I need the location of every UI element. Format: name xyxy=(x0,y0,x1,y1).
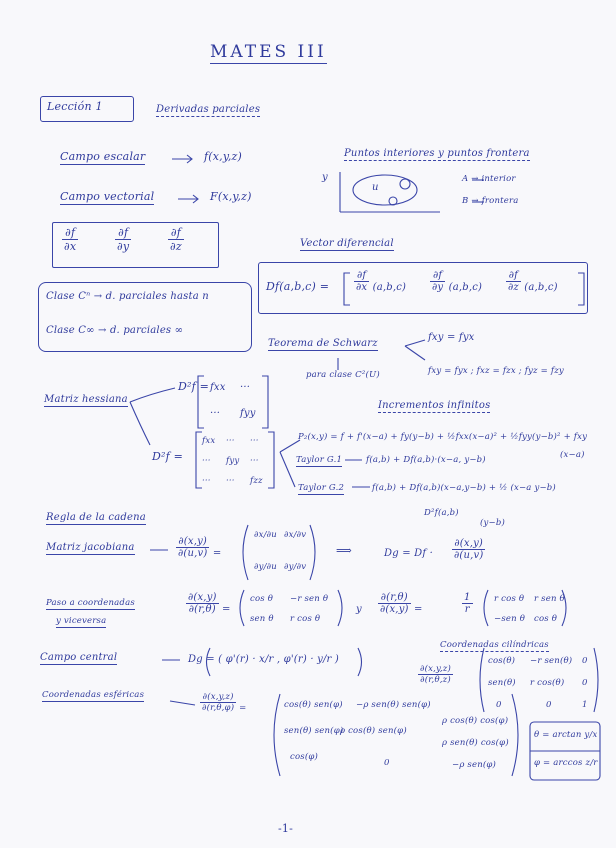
spherical-lhs: $\frac{\partial(x,y,z)}{\partial(r,\theta,\varphi)}$ = xyxy=(202,692,247,713)
hessian-3d-r1c3: ··· xyxy=(250,436,259,446)
lesson-topic: Derivadas parciales xyxy=(156,104,261,115)
polar-and: y xyxy=(356,604,362,615)
sph-s22: ρ cos(θ) sen(φ) xyxy=(340,726,407,736)
taylor-side-1: (x−a) xyxy=(560,450,585,460)
schwarz-eq1: fxy = fyx xyxy=(428,332,475,343)
points-title: Puntos interiores y puntos frontera xyxy=(344,148,530,159)
lesson-label: Lección 1 xyxy=(47,100,103,113)
chain-rhs-frac: $\frac{\partial(x,y)}{\partial(u,v)}$ xyxy=(454,538,484,561)
hessian-label: Matriz hessiana xyxy=(44,394,128,405)
hessian-2d-r2c2: fyy xyxy=(240,408,256,419)
hessian-2d-r1c2: ··· xyxy=(240,382,251,393)
central-field-label: Campo central xyxy=(40,652,118,663)
implies-arrow: ⟹ xyxy=(336,544,352,557)
cyl-c13: 0 xyxy=(582,656,588,666)
jacobian-a22: ∂y/∂v xyxy=(284,562,307,572)
differential-lhs: Df(a,b,c) = xyxy=(266,280,330,293)
hessian-3d-r2c1: ··· xyxy=(202,456,211,466)
polar-lhs: $\frac{\partial(x,y)}{\partial(r,\theta)}$ = xyxy=(188,592,231,615)
jacobian-a12: ∂x/∂v xyxy=(284,530,307,540)
vector-field-expr: F(x,y,z) xyxy=(210,190,252,203)
vector-field-label: Campo vectorial xyxy=(60,190,155,203)
polar-b11: r cos θ xyxy=(494,594,525,604)
polar-label-2: y viceversa xyxy=(56,616,107,626)
differential-term-1: $\frac{\partial f}{\partial x}$ (a,b,c) xyxy=(356,270,407,293)
polar-b12: r sen θ xyxy=(534,594,565,604)
hessian-3d-r3c3: fzz xyxy=(250,476,263,486)
points-axis-y: y xyxy=(322,172,328,183)
sph-s12: −ρ sen(θ) sen(φ) xyxy=(356,700,431,710)
spherical-label: Coordenadas esféricas xyxy=(42,690,145,700)
hessian-2d-r1c1: fxx xyxy=(210,382,226,393)
polar-a11: cos θ xyxy=(250,594,274,604)
polar-a21: sen θ xyxy=(250,614,274,624)
polar-b21: −sen θ xyxy=(494,614,526,624)
schwarz-eq2: fxy = fyx ; fxz = fzx ; fyz = fzy xyxy=(428,366,564,376)
class-cinf: Clase C∞ → d. parciales ∞ xyxy=(46,325,184,336)
schwarz-title: Teorema de Schwarz xyxy=(268,338,378,349)
hessian-3d-r2c3: ··· xyxy=(250,456,259,466)
cyl-c22: r cos(θ) xyxy=(530,678,565,688)
hessian-3d-r3c1: ··· xyxy=(202,476,211,486)
cyl-c31: 0 xyxy=(496,700,502,710)
cyl-c12: −r sen(θ) xyxy=(530,656,573,666)
jacobian-a11: ∂x/∂u xyxy=(254,530,277,540)
increments-p2: P₂(x,y) = f + f'(x−a) + fy(y−b) + ½fxx(x−a)² + ½fyy(y−b)² + fxy xyxy=(298,432,588,442)
taylor-2-label: Taylor G.2 xyxy=(298,483,345,493)
differential-term-3: $\frac{\partial f}{\partial z}$ (a,b,c) xyxy=(508,270,558,293)
cylindrical-lhs: $\frac{\partial(x,y,z)}{\partial(r,\theta,z)}$ xyxy=(420,664,451,685)
hessian-3d-r2c2: fyy xyxy=(226,456,240,466)
taylor-side-2: (y−b) xyxy=(480,518,505,528)
central-field-expr: Dg = ( φ'(r) · x/r , φ'(r) · y/r ) xyxy=(188,654,339,665)
jacobian-lhs: $\frac{\partial(x,y)}{\partial(u,v)}$ = xyxy=(178,536,222,559)
polar-a12: −r sen θ xyxy=(290,594,329,604)
chain-rhs: Dg = Df · xyxy=(384,548,434,559)
scalar-field-label: Campo escalar xyxy=(60,150,146,163)
polar-b22: cos θ xyxy=(534,614,558,624)
page-number: -1- xyxy=(278,822,294,835)
cyl-c33: 1 xyxy=(582,700,588,710)
sph-s31: cos(φ) xyxy=(290,752,319,762)
cyl-c11: cos(θ) xyxy=(488,656,516,666)
class-cn: Clase Cⁿ → d. parciales hasta n xyxy=(46,291,209,302)
taylor-1-expr: f(a,b) + Df(a,b)·(x−a, y−b) xyxy=(366,455,486,465)
differential-title: Vector diferencial xyxy=(300,238,394,249)
schwarz-condition: para clase C²(U) xyxy=(306,370,380,380)
polar-inverse-lhs: $\frac{\partial(r,\theta)}{\partial(x,y)}$ = xyxy=(380,592,423,615)
point-a-label: A → interior xyxy=(462,174,516,184)
polar-a22: r cos θ xyxy=(290,614,321,624)
taylor-2-expr: f(a,b) + Df(a,b)(x−a,y−b) + ½ (x−a y−b) xyxy=(372,483,556,493)
partial-z: $\frac{\partial f}{\partial z}$ xyxy=(170,226,182,253)
points-region-u: u xyxy=(372,182,379,193)
theta-definition: θ = arctan y/x xyxy=(534,730,598,740)
taylor-2-tail: D²f(a,b) xyxy=(424,508,459,518)
differential-term-2: $\frac{\partial f}{\partial y}$ (a,b,c) xyxy=(432,270,483,293)
hessian-3d-r1c1: fxx xyxy=(202,436,216,446)
sph-s23: ρ sen(θ) cos(φ) xyxy=(442,738,509,748)
polar-inverse-coef: $\frac{1}{r}$ xyxy=(464,592,471,615)
cyl-c32: 0 xyxy=(546,700,552,710)
cylindrical-label: Coordenadas cilíndricas xyxy=(440,640,549,650)
jacobian-label: Matriz jacobiana xyxy=(46,542,135,553)
hessian-3d-lhs: D²f = xyxy=(152,450,184,463)
page-title: MATES III xyxy=(210,42,327,62)
phi-definition: φ = arccos z/r xyxy=(534,758,598,768)
polar-label-1: Paso a coordenadas xyxy=(46,598,135,608)
hessian-2d-lhs: D²f = xyxy=(178,380,210,393)
taylor-1-label: Taylor G.1 xyxy=(296,455,343,465)
hessian-3d-r1c2: ··· xyxy=(226,436,235,446)
jacobian-a21: ∂y/∂u xyxy=(254,562,277,572)
increments-title: Incrementos infinitos xyxy=(378,400,491,411)
sph-s21: sen(θ) sen(φ) xyxy=(284,726,344,736)
sph-s33: −ρ sen(φ) xyxy=(452,760,497,770)
hessian-3d-r3c2: ··· xyxy=(226,476,235,486)
sph-s32: 0 xyxy=(384,758,390,768)
chain-rule-title: Regla de la cadena xyxy=(46,512,146,523)
cyl-c23: 0 xyxy=(582,678,588,688)
partial-y: $\frac{\partial f}{\partial y}$ xyxy=(117,226,130,253)
point-b-label: B → frontera xyxy=(462,196,519,206)
sph-s13: ρ cos(θ) cos(φ) xyxy=(442,716,509,726)
hessian-2d-r2c1: ··· xyxy=(210,408,221,419)
scalar-field-expr: f(x,y,z) xyxy=(204,150,242,163)
sph-s11: cos(θ) sen(φ) xyxy=(284,700,343,710)
partial-x: $\frac{\partial f}{\partial x}$ xyxy=(64,226,77,253)
cyl-c21: sen(θ) xyxy=(488,678,516,688)
